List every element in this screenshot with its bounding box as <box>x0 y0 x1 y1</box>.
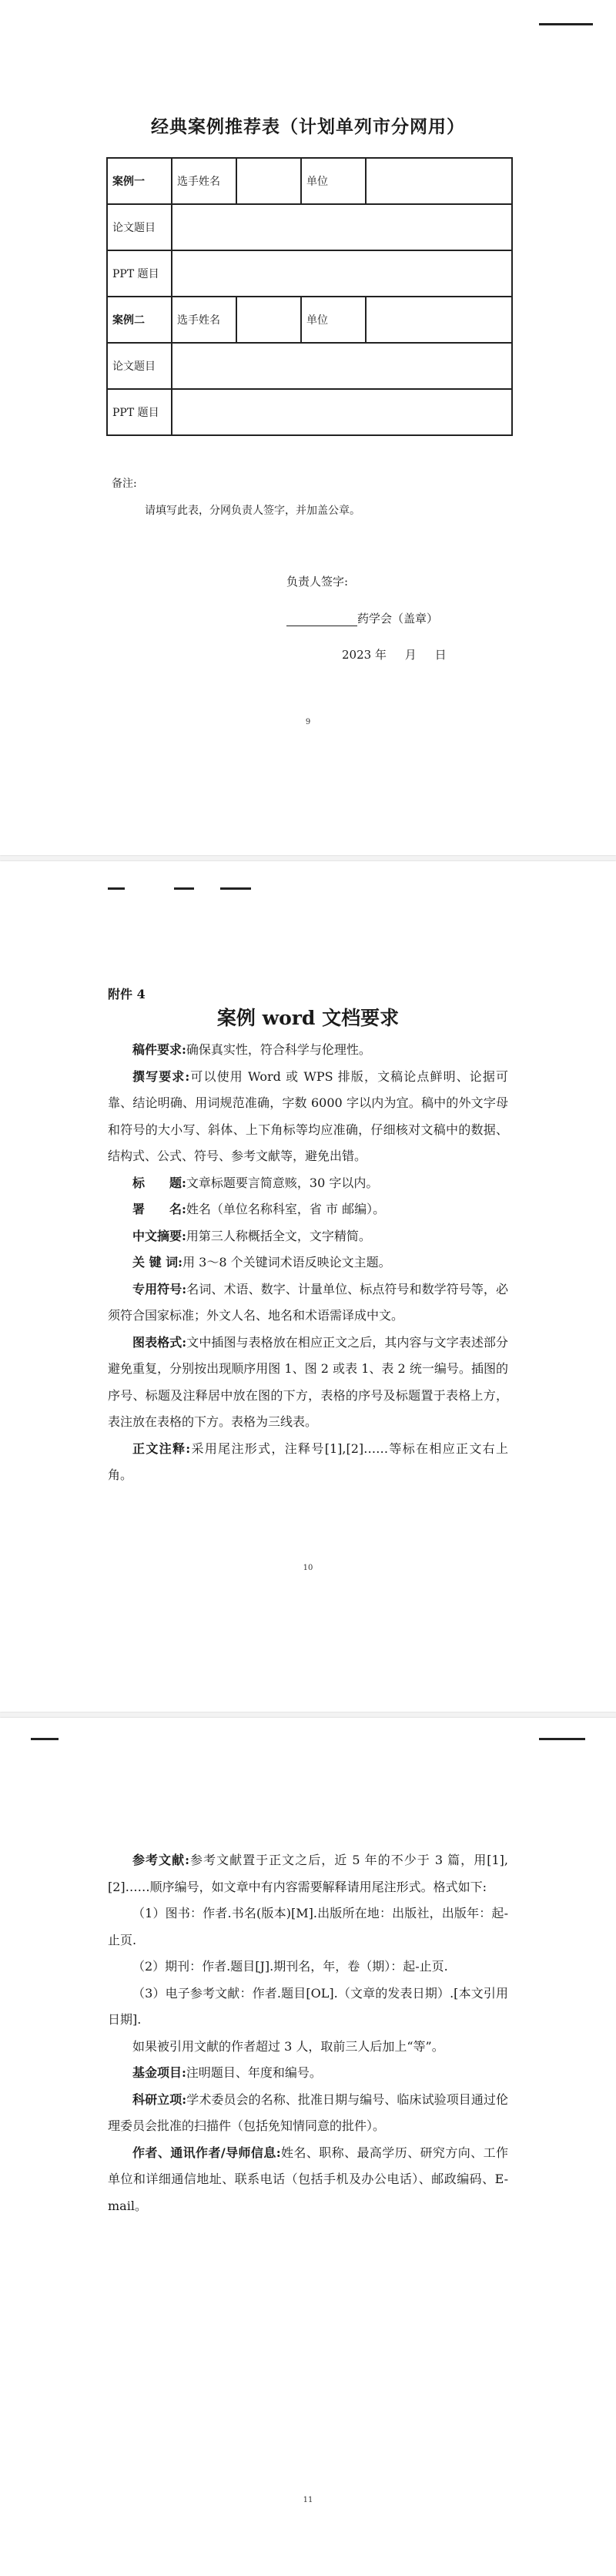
ppt-title-label: PPT 题目 <box>107 250 172 297</box>
scan-mark <box>108 887 125 890</box>
player-name-cell[interactable] <box>236 297 301 343</box>
paper-title-label: 论文题目 <box>107 204 172 250</box>
unit-cell[interactable] <box>366 297 512 343</box>
unit-cell[interactable] <box>366 158 512 204</box>
ppt-title-cell[interactable] <box>172 389 512 435</box>
paragraph-text: （1）图书：作者.书名(版本)[M].出版所在地：出版社，出版年：起-止页. <box>108 1906 508 1947</box>
table-row <box>107 204 512 250</box>
paragraph-text: 确保真实性，符合科学与伦理性。 <box>186 1042 371 1057</box>
case1-label: 案例一 <box>107 158 172 204</box>
notes-heading: 备注: <box>112 478 137 490</box>
paragraph-label: 撰写要求: <box>132 1068 190 1084</box>
paragraph-text: 参考文献置于正文之后，近 5 年的不少于 3 篇，用[1],[2]……顺序编号，如文章中有内容需要解释请用尾注形式。格式如下: <box>108 1853 508 1894</box>
table-row <box>107 389 512 435</box>
unit-label: 单位 <box>301 297 366 343</box>
player-name-label: 选手姓名 <box>172 158 236 204</box>
page-number: 9 <box>305 718 311 726</box>
ppt-title-cell[interactable] <box>172 250 512 297</box>
paragraph-text: 姓名、职称、最高学历、研究方向、工作单位和详细通信地址、联系电话（包括手机及办公电话）、邮政编码、E-mail。 <box>108 2145 508 2213</box>
seal-line <box>286 610 438 626</box>
paragraph <box>108 1223 508 1250</box>
paragraph-label: 中文摘要: <box>132 1228 186 1243</box>
player-name-cell[interactable] <box>236 158 301 204</box>
form-title: 经典案例推荐表（计划单列市分网用） <box>151 116 465 137</box>
page-number: 11 <box>303 2496 313 2504</box>
paragraph-text: 文章标题要言简意赅，30 字以内。 <box>186 1175 379 1190</box>
paragraph-label: 参考文献: <box>132 1853 189 1867</box>
paragraph-text: 可以使用 Word 或 WPS 排版，文稿论点鲜明、论据可靠、结论明确、用词规范准确，字数 6000 字以内为宜。稿中的外文字母和符号的大小写、斜体、上下角标等均应准确，仔细核对文稿中的数据、结构式、公式、符号、参考文献等，避免出错。 <box>108 1068 508 1163</box>
paragraph-text: 注明题目、年度和编号。 <box>186 2065 322 2080</box>
paragraph-text: 名词、术语、数字、计量单位、标点符号和数学符号等，必须符合国家标准；外文人名、地名和术语需译成中文。 <box>108 1281 508 1323</box>
table-row <box>107 250 512 297</box>
paragraph <box>108 1249 508 1276</box>
paper-title-cell[interactable] <box>172 204 512 250</box>
paragraph-text: （3）电子参考文献：作者.题目[OL].（文章的发表日期）.[本文引用日期]. <box>108 1985 508 2027</box>
paragraph <box>108 2034 508 2061</box>
attachment-label: 附件 4 <box>108 987 146 1001</box>
paragraph-label: 稿件要求: <box>132 1042 186 1057</box>
paragraph-text: 文中插图与表格放在相应正文之后，其内容与文字表述部分避免重复，分别按出现顺序用图 1、图 2 或表 1、表 2 统一编号。插图的序号、标题及注释居中放在图的下方，表格的序号及标题置于表格上方，表注放在表格的下方。表格为三线表。 <box>108 1334 508 1429</box>
seal-blank <box>286 613 357 626</box>
scan-mark <box>539 23 593 25</box>
paragraph <box>108 1170 508 1197</box>
paragraph <box>108 1981 508 2034</box>
page-number: 10 <box>303 1564 313 1572</box>
paragraph-text: 学术委员会的名称、批准日期与编号、临床试验项目通过伦理委员会批准的扫描件（包括免知情同意的批件）。 <box>108 2091 508 2133</box>
paragraph-label: 科研立项: <box>132 2091 187 2107</box>
paragraph <box>108 2140 508 2220</box>
paragraph <box>108 1330 508 1436</box>
paragraph-text: （2）期刊：作者.题目[J].期刊名，年，卷（期）：起-止页. <box>132 1959 448 1974</box>
paper-title-cell[interactable] <box>172 343 512 389</box>
scan-mark <box>539 1738 585 1740</box>
paper-title-label: 论文题目 <box>107 343 172 389</box>
table-row <box>107 343 512 389</box>
paragraph-label: 关 键 词: <box>132 1255 183 1270</box>
paragraph-text: 用第三人称概括全文，文字精简。 <box>186 1228 371 1243</box>
paragraph <box>108 1276 508 1330</box>
paragraph <box>108 1436 508 1489</box>
unit-label: 单位 <box>301 158 366 204</box>
paragraph-label: 署 名: <box>132 1202 186 1216</box>
scan-mark <box>31 1738 59 1740</box>
case2-label: 案例二 <box>107 297 172 343</box>
player-name-label: 选手姓名 <box>172 297 236 343</box>
paragraph-label: 专用符号: <box>132 1281 187 1296</box>
paragraph <box>108 1037 508 1064</box>
table-row <box>107 158 512 204</box>
paragraph-text: 用 3～8 个关键词术语反映论文主题。 <box>182 1255 391 1270</box>
paragraph <box>108 1900 508 1954</box>
recommendation-table <box>106 157 513 436</box>
paragraph <box>108 2060 508 2087</box>
paragraph <box>108 1064 508 1170</box>
requirements-body <box>108 1037 508 1489</box>
scan-mark <box>220 887 251 890</box>
ppt-title-label: PPT 题目 <box>107 389 172 435</box>
paragraph <box>108 2087 508 2140</box>
paragraph-label: 基金项目: <box>132 2065 186 2080</box>
page-1 <box>0 0 616 855</box>
paragraph-label: 作者、通讯作者/导师信息: <box>132 2145 281 2160</box>
paragraph-text: 采用尾注形式，注释号[1],[2]……等标在相应正文右上角。 <box>108 1441 508 1482</box>
paragraph <box>108 1847 508 1900</box>
references-body <box>108 1847 508 2219</box>
paragraph-text: 如果被引用文献的作者超过 3 人，取前三人后加上“等”。 <box>132 2038 444 2054</box>
notes-text: 请填写此表，分网负责人签字，并加盖公章。 <box>145 505 360 517</box>
paragraph <box>108 1954 508 1981</box>
signature-label: 负责人签字: <box>286 575 349 589</box>
scan-mark <box>174 887 194 890</box>
date-line: 2023 年 月 日 <box>342 648 447 662</box>
table-row <box>107 297 512 343</box>
paragraph-label: 正文注释: <box>132 1441 191 1456</box>
paragraph-label: 图表格式: <box>132 1334 187 1350</box>
paragraph-label: 标 题: <box>132 1175 186 1190</box>
paragraph <box>108 1196 508 1223</box>
document-title: 案例 word 文档要求 <box>216 1007 400 1029</box>
seal-label: 药学会（盖章） <box>357 612 439 626</box>
paragraph-text: 姓名（单位名称科室，省 市 邮编）。 <box>186 1202 386 1216</box>
